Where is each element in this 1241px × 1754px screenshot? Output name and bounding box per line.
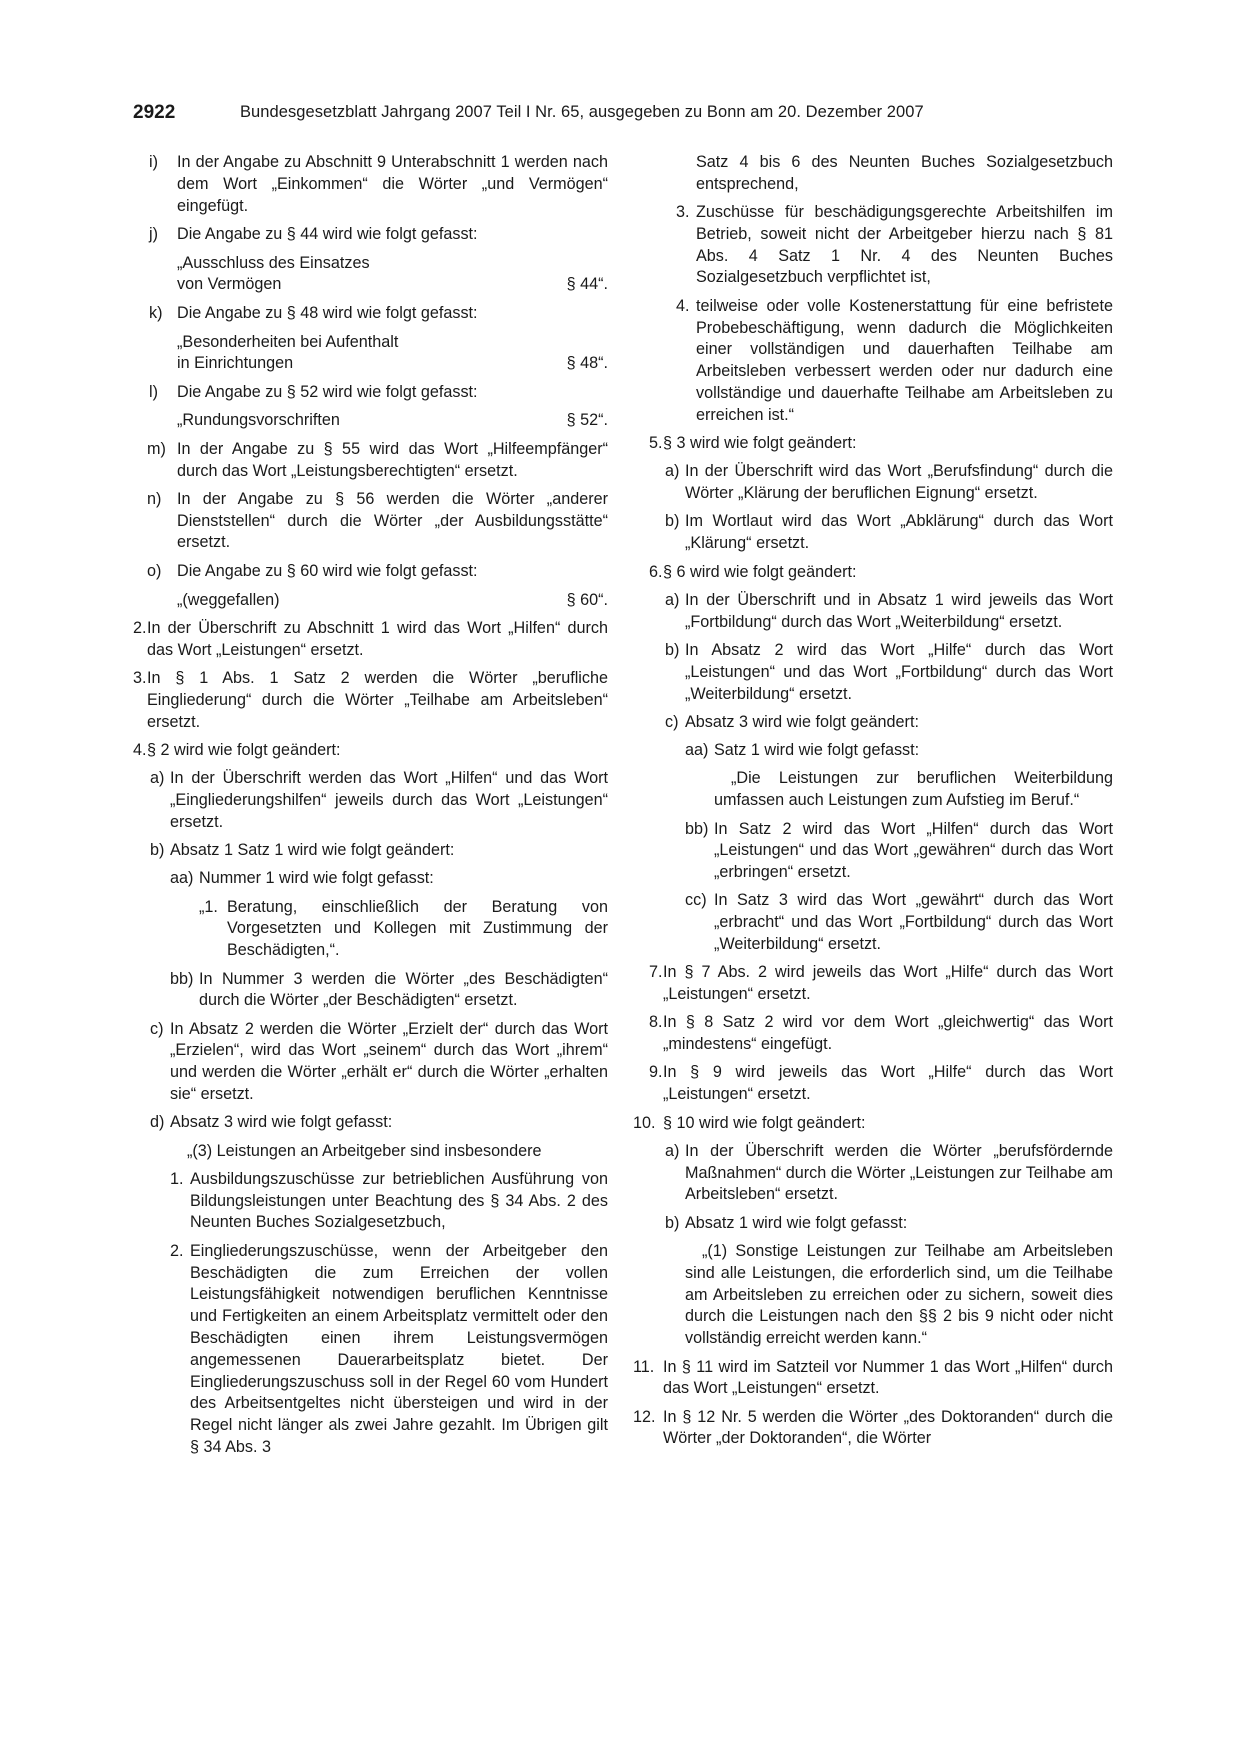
list-item-4b-aa xyxy=(133,868,608,890)
quote-line: in Einrichtungen xyxy=(177,354,294,373)
continuation-text xyxy=(639,152,1113,196)
quoted-paragraph xyxy=(133,1141,608,1163)
item-label: 2. xyxy=(133,618,147,637)
item-text: In der Überschrift und in Absatz 1 wird jeweils das Wort „Fortbildung“ durch das Wort „Weiterbildung“ ersetzt. xyxy=(685,590,1113,631)
item-text: In der Angabe zu § 56 werden die Wörter „anderer Dienststellen“ durch die Wörter „der Ausbildungsstätte“ ersetzt. xyxy=(177,489,608,552)
list-item-6c-bb xyxy=(639,819,1113,884)
item-text: Eingliederungszuschüsse, wenn der Arbeitgeber den Beschädigten die zum Erreichen der vollen Leistungsfähigkeit notwendigen beruflichen Kenntnisse und Fertigkeiten an einem Arbeitsplatz vermittelt oder den Beschädigten einen ihrem Leistungsvermögen angemessenen Dauerarbeitsplatz bietet. Der Eingliederungszuschuss soll in der Regel 60 vom Hundert des Arbeitsentgeltes nicht übersteigen und wird in der Regel nicht länger als zwei Jahre gezahlt. Im Übrigen gilt § 34 Abs. 3 xyxy=(190,1241,608,1456)
list-item-6 xyxy=(639,562,1113,584)
list-item-j xyxy=(133,224,608,296)
item-label: 12. xyxy=(633,1407,656,1426)
list-item-4d xyxy=(133,1112,608,1134)
item-label: 8. xyxy=(649,1013,663,1032)
section-ref: § 44“. xyxy=(566,275,608,294)
running-title: Bundesgesetzblatt Jahrgang 2007 Teil I Nr. 65, ausgegeben zu Bonn am 20. Dezember 2007 xyxy=(240,103,924,121)
quoted-heading xyxy=(177,410,608,432)
item-label: 10. xyxy=(633,1113,656,1132)
list-item-10 xyxy=(633,1113,1113,1135)
item-text: Satz 4 bis 6 des Neunten Buches Sozialgesetzbuch entsprechend, xyxy=(696,153,1113,193)
item-label: a) xyxy=(665,590,680,609)
list-item-r4 xyxy=(639,296,1113,427)
item-text: In der Angabe zu Abschnitt 9 Unterabschnitt 1 werden nach dem Wort „Einkommen“ die Wörter „und Vermögen“ eingefügt. xyxy=(177,153,608,215)
quote-text: „Die Leistungen zur beruflichen Weiterbildung umfassen auch Leistungen zum Aufstieg im Beruf.“ xyxy=(714,769,1113,810)
item-text: In der Überschrift werden das Wort „Hilfen“ und das Wort „Eingliederungshilfen“ jeweils durch das Wort „Leistungen“ ersetzt. xyxy=(170,769,608,831)
item-label: bb) xyxy=(170,969,194,988)
list-item-5b xyxy=(639,511,1113,555)
list-item-4b-aa-1 xyxy=(133,897,608,962)
item-label: b) xyxy=(665,640,680,659)
item-text: Beratung, einschließlich der Beratung von Vorgesetzten und Kollegen mit Zustimmung der Beschädigten,“. xyxy=(227,897,608,960)
item-text: Absatz 3 wird wie folgt gefasst: xyxy=(170,1113,393,1132)
item-text: § 2 wird wie folgt geändert: xyxy=(147,740,341,759)
list-item-10a xyxy=(639,1141,1113,1206)
item-label: 11. xyxy=(633,1357,655,1376)
item-label: 3. xyxy=(676,203,690,222)
quoted-heading xyxy=(177,253,608,297)
item-label: 4. xyxy=(133,740,147,759)
list-item-i xyxy=(133,152,608,217)
item-text: Absatz 1 wird wie folgt gefasst: xyxy=(685,1213,908,1232)
list-item-n xyxy=(133,489,608,554)
list-item-6c-cc xyxy=(639,890,1113,955)
item-label: j) xyxy=(149,224,158,243)
page-number: 2922 xyxy=(133,102,176,123)
list-item-4a xyxy=(133,768,608,833)
list-item-6c xyxy=(639,712,1113,734)
list-item-4b-bb xyxy=(133,969,608,1013)
item-label: bb) xyxy=(685,819,709,838)
list-item-l xyxy=(133,382,608,433)
item-text: Die Angabe zu § 44 wird wie folgt gefasst: xyxy=(177,224,478,243)
item-text: In der Überschrift werden die Wörter „berufsfördernde Maßnahmen“ durch die Wörter „Leistungen zur Teilhabe am Arbeitsleben“ ersetzt. xyxy=(685,1141,1113,1204)
item-label: b) xyxy=(150,841,165,860)
item-label: 6. xyxy=(649,562,663,581)
item-label: l) xyxy=(149,382,158,401)
list-item-7 xyxy=(639,962,1113,1006)
item-label: d) xyxy=(150,1113,165,1132)
item-text: In Nummer 3 werden die Wörter „des Beschädigten“ durch die Wörter „der Beschädigten“ ersetzt. xyxy=(199,969,608,1010)
item-text: Im Wortlaut wird das Wort „Abklärung“ durch das Wort „Klärung“ ersetzt. xyxy=(685,512,1113,553)
list-item-m xyxy=(133,439,608,483)
item-text: In der Überschrift zu Abschnitt 1 wird das Wort „Hilfen“ durch das Wort „Leistungen“ ersetzt. xyxy=(147,618,608,659)
quoted-heading xyxy=(177,590,608,612)
list-item-5a xyxy=(639,461,1113,505)
item-label: k) xyxy=(149,303,163,322)
item-text: In § 1 Abs. 1 Satz 2 werden die Wörter „berufliche Eingliederung“ durch die Wörter „Teilhabe am Arbeitsleben“ ersetzt. xyxy=(147,668,608,731)
list-item-4d-1 xyxy=(133,1169,608,1234)
item-label: n) xyxy=(147,489,162,508)
item-label: 2. xyxy=(170,1241,184,1260)
item-text: Absatz 1 Satz 1 wird wie folgt geändert: xyxy=(170,841,455,860)
item-label: a) xyxy=(665,462,680,481)
item-text: In Absatz 2 wird das Wort „Hilfe“ durch das Wort „Leistungen“ und das Wort „Fortbildung“ durch das Wort „Weiterbildung“ ersetzt. xyxy=(685,640,1113,703)
item-text: In § 9 wird jeweils das Wort „Hilfe“ durch das Wort „Leistungen“ ersetzt. xyxy=(663,1063,1113,1104)
quote-line: „Besonderheiten bei Aufenthalt xyxy=(177,332,399,351)
left-column xyxy=(133,152,608,1465)
list-item-r3 xyxy=(639,202,1113,289)
item-label: b) xyxy=(665,1213,680,1232)
item-label: 4. xyxy=(676,296,690,315)
quote-line: „Ausschluss des Einsatzes xyxy=(177,253,370,272)
list-item-3 xyxy=(133,668,608,733)
list-item-4c xyxy=(133,1019,608,1106)
item-label: „1. xyxy=(199,897,218,916)
item-text: Satz 1 wird wie folgt gefasst: xyxy=(714,741,920,760)
list-item-k xyxy=(133,303,608,375)
item-label: 7. xyxy=(649,963,663,982)
quote-line: von Vermögen xyxy=(177,275,282,294)
item-label: 1. xyxy=(170,1169,184,1188)
item-label: 9. xyxy=(649,1063,663,1082)
item-label: o) xyxy=(147,561,162,580)
list-item-12 xyxy=(633,1407,1113,1451)
list-item-10b xyxy=(639,1213,1113,1235)
list-item-9 xyxy=(639,1062,1113,1106)
list-item-4d-2 xyxy=(133,1241,608,1459)
item-text: In der Überschrift wird das Wort „Berufsfindung“ durch die Wörter „Klärung der beruflichen Eignung“ ersetzt. xyxy=(685,462,1113,503)
item-label: a) xyxy=(150,769,165,788)
item-text: In Satz 2 wird das Wort „Hilfen“ durch das Wort „Leistungen“ und das Wort „gewähren“ durch das Wort „erbringen“ ersetzt. xyxy=(714,819,1113,882)
item-label: i) xyxy=(149,153,158,171)
item-text: Zuschüsse für beschädigungsgerechte Arbeitshilfen im Betrieb, soweit nicht der Arbeitgeber hierzu nach § 81 Abs. 4 Satz 1 Nr. 4 des Neunten Buches Sozialgesetzbuch verpflichtet ist, xyxy=(696,203,1113,287)
quote-text: „(3) Leistungen an Arbeitgeber sind insbesondere xyxy=(187,1141,542,1160)
item-text: In Satz 3 wird das Wort „gewährt“ durch das Wort „erbracht“ und das Wort „Fortbildung“ durch das Wort „Weiterbildung“ ersetzt. xyxy=(714,891,1113,953)
item-label: m) xyxy=(147,439,166,458)
item-text: Die Angabe zu § 48 wird wie folgt gefasst: xyxy=(177,303,478,322)
right-column xyxy=(633,152,1113,1457)
item-text: In § 12 Nr. 5 werden die Wörter „des Doktoranden“ durch die Wörter „der Doktoranden“, die Wörter xyxy=(663,1407,1113,1448)
item-text: Die Angabe zu § 52 wird wie folgt gefasst: xyxy=(177,382,478,401)
section-ref: § 52“. xyxy=(566,411,608,430)
quoted-paragraph xyxy=(639,768,1113,812)
list-item-o xyxy=(133,561,608,612)
item-label: c) xyxy=(150,1019,164,1038)
item-text: teilweise oder volle Kostenerstattung für eine befristete Probebeschäftigung, wenn dadurch die Möglichkeiten einer vollständigen und dauerhaften Teilhabe am Arbeitsleben verbessert werden oder nur dadurch eine vollständige und dauerhafte Teilhabe am Arbeitsleben zu erreichen ist.“ xyxy=(696,296,1113,424)
list-item-6b xyxy=(639,640,1113,705)
list-item-4 xyxy=(133,740,608,762)
item-label: aa) xyxy=(685,741,709,760)
item-label: aa) xyxy=(170,869,194,888)
item-label: cc) xyxy=(685,891,707,910)
item-text: Nummer 1 wird wie folgt gefasst: xyxy=(199,869,434,888)
item-text: In Absatz 2 werden die Wörter „Erzielt der“ durch das Wort „Erzielen“, wird das Wort „seinem“ durch das Wort „ihrem“ und werden die Wörter „erhält er“ durch die Wörter „erhalten sie“ ersetzt. xyxy=(170,1019,608,1103)
item-label: a) xyxy=(665,1141,680,1160)
item-label: 5. xyxy=(649,434,663,453)
quote-line: „Rundungsvorschriften xyxy=(177,411,340,430)
list-item-4b xyxy=(133,840,608,862)
list-item-11 xyxy=(633,1357,1113,1401)
item-text: Die Angabe zu § 60 wird wie folgt gefasst: xyxy=(177,561,478,580)
list-item-6c-aa xyxy=(639,740,1113,762)
list-item-6a xyxy=(639,590,1113,634)
section-ref: § 48“. xyxy=(566,354,608,373)
quoted-heading xyxy=(177,332,608,376)
section-ref: § 60“. xyxy=(566,590,608,609)
list-item-2 xyxy=(133,618,608,662)
page-header xyxy=(133,102,1113,126)
item-text: In § 8 Satz 2 wird vor dem Wort „gleichwertig“ das Wort „mindestens“ eingefügt. xyxy=(663,1013,1113,1054)
item-label: 3. xyxy=(133,668,147,687)
item-text: Absatz 3 wird wie folgt geändert: xyxy=(685,712,919,731)
item-label: c) xyxy=(665,712,679,731)
item-label: b) xyxy=(665,512,680,531)
item-text: In § 7 Abs. 2 wird jeweils das Wort „Hilfe“ durch das Wort „Leistungen“ ersetzt. xyxy=(663,963,1113,1004)
item-text: Ausbildungszuschüsse zur betrieblichen Ausführung von Bildungsleistungen unter Beachtung des § 34 Abs. 2 des Neunten Buches Sozialgesetzbuch, xyxy=(190,1169,608,1232)
list-item-8 xyxy=(639,1012,1113,1056)
item-text: § 10 wird wie folgt geändert: xyxy=(663,1113,866,1132)
item-text: § 3 wird wie folgt geändert: xyxy=(663,434,857,453)
quoted-paragraph xyxy=(639,1241,1113,1350)
list-item-5 xyxy=(639,433,1113,455)
quote-line: „(weggefallen) xyxy=(177,590,280,609)
item-text: In der Angabe zu § 55 wird das Wort „Hilfeempfänger“ durch das Wort „Leistungsberechtigten“ ersetzt. xyxy=(177,439,608,480)
quote-text: „(1) Sonstige Leistungen zur Teilhabe am Arbeitsleben sind alle Leistungen, die erforderlich sind, um die Teilhabe am Arbeitsleben zu erreichen oder zu sichern, soweit dies durch die Leistungen nach den §§ 2 bis 9 nicht oder nicht vollständig erreicht werden kann.“ xyxy=(685,1242,1113,1348)
item-text: § 6 wird wie folgt geändert: xyxy=(663,562,857,581)
item-text: In § 11 wird im Satzteil vor Nummer 1 das Wort „Hilfen“ durch das Wort „Leistungen“ ersetzt. xyxy=(663,1357,1113,1398)
